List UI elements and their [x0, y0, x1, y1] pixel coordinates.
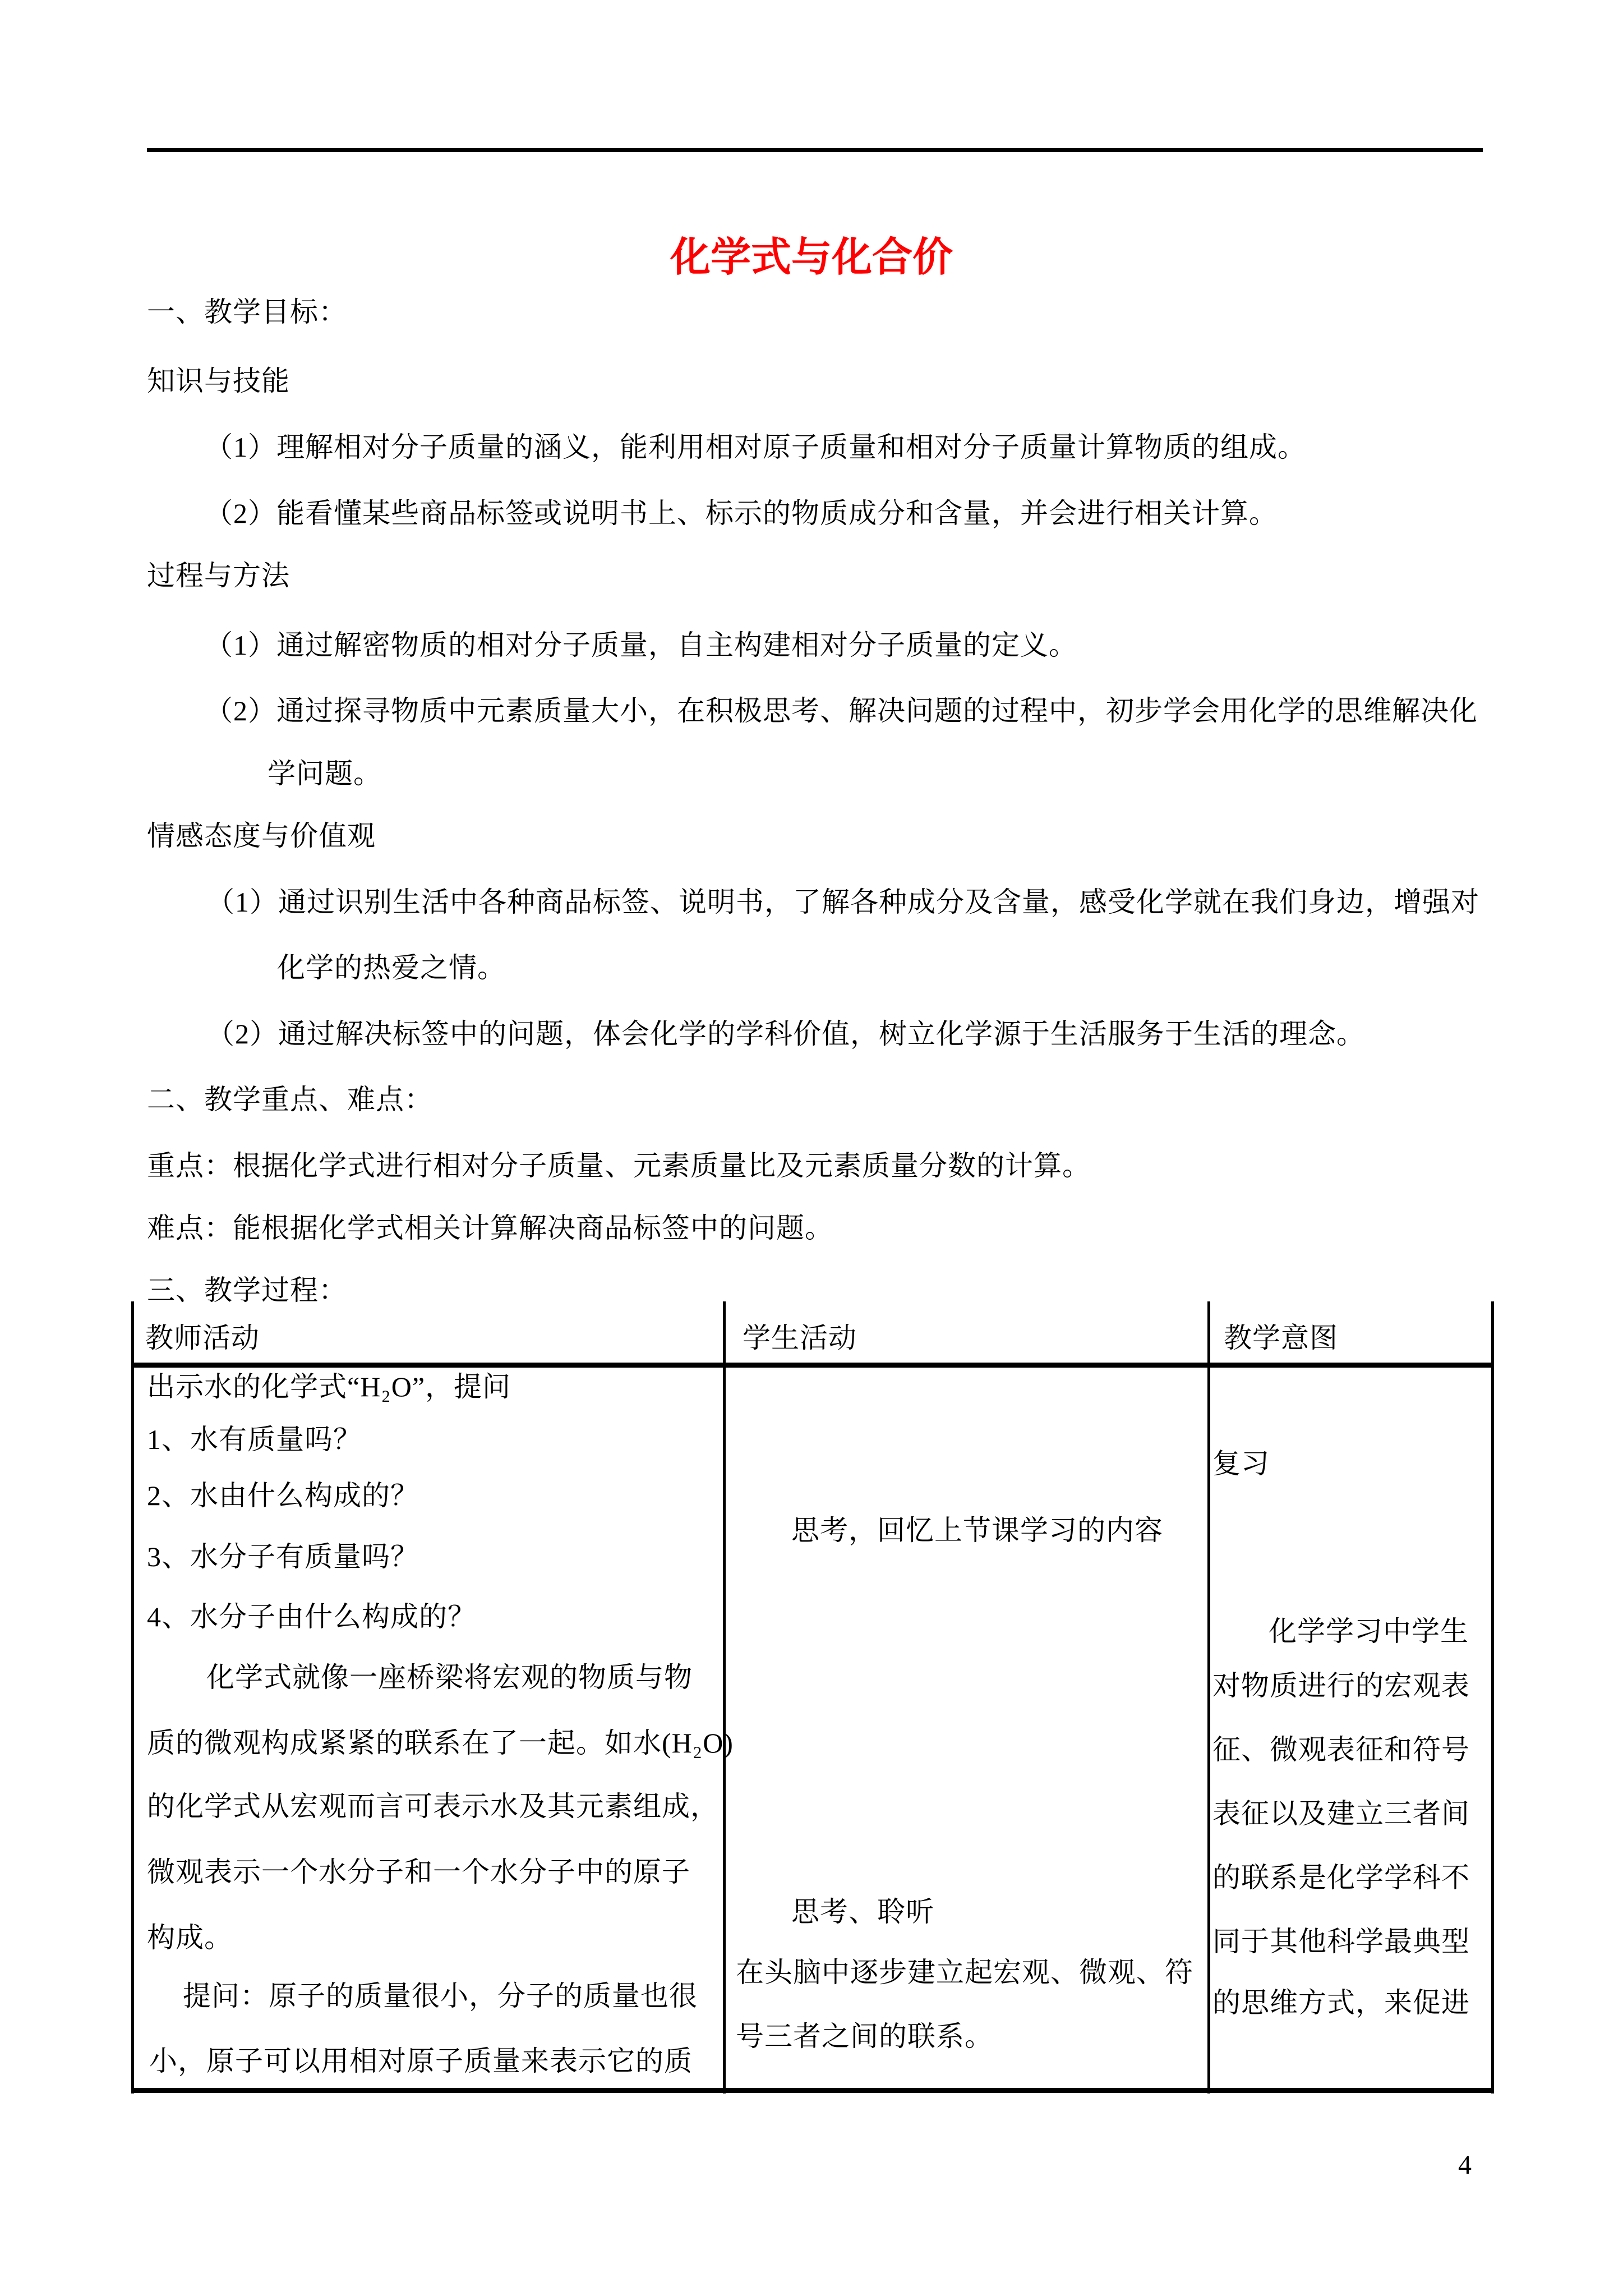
intent-para-line-3: 征、微观表征和符号 — [1212, 1734, 1470, 1765]
teacher-question-2: 2、水由什么构成的？ — [147, 1480, 419, 1511]
table-header-teacher: 教师活动 — [145, 1322, 260, 1354]
emotion-values-heading: 情感态度与价值观 — [147, 820, 376, 852]
teacher-question-3: 3、水分子有质量吗？ — [147, 1541, 419, 1572]
emotion-item-1-cont: 化学的热爱之情。 — [277, 952, 506, 983]
teacher-para-line-5: 构成。 — [147, 1922, 233, 1953]
header-rule — [147, 148, 1483, 152]
knowledge-item-1: （1）理解相对分子质量的涵义，能利用相对原子质量和相对分子质量计算物质的组成。 — [205, 431, 1306, 463]
teacher-intro-line: 出示水的化学式“H₂O”，提问 — [147, 1371, 511, 1402]
student-line-3b: 号三者之间的联系。 — [736, 2021, 993, 2052]
objectives-heading: 一、教学目标： — [147, 296, 347, 328]
process-item-2-cont: 学问题。 — [268, 758, 382, 789]
process-item-1: （1）通过解密物质的相对分子质量，自主构建相对分子质量的定义。 — [205, 629, 1077, 661]
knowledge-skill-heading: 知识与技能 — [147, 365, 290, 397]
intent-para-line-4: 表征以及建立三者间 — [1212, 1798, 1470, 1829]
intent-para-line-1: 化学学习中学生 — [1269, 1616, 1469, 1647]
teacher-para-line-3: 的化学式从宏观而言可表示水及其元素组成， — [147, 1791, 719, 1822]
teacher-para-line-4: 微观表示一个水分子和一个水分子中的原子 — [147, 1856, 690, 1888]
page-number: 4 — [1458, 2150, 1472, 2180]
process-item-2: （2）通过探寻物质中元素质量大小，在积极思考、解决问题的过程中，初步学会用化学的思维解决化 — [205, 695, 1478, 726]
student-line-2: 思考、聆听 — [791, 1896, 934, 1927]
emotion-item-1: （1）通过识别生活中各种商品标签、说明书，了解各种成分及含量，感受化学就在我们身边，增强对 — [206, 886, 1479, 918]
intent-para-line-6: 同于其他科学最典型 — [1212, 1926, 1470, 1957]
table-header-intent: 教学意图 — [1224, 1322, 1338, 1354]
teacher-para-line-1: 化学式就像一座桥梁将宏观的物质与物 — [206, 1662, 693, 1693]
keypoints-heading: 二、教学重点、难点： — [147, 1084, 433, 1115]
emotion-item-2: （2）通过解决标签中的问题，体会化学的学科价值，树立化学源于生活服务于生活的理念。 — [206, 1018, 1365, 1050]
difficult-point-line: 难点：能根据化学式相关计算解决商品标签中的问题。 — [147, 1212, 833, 1244]
teacher-para-line-2: 质的微观构成紧紧的联系在了一起。如水(H₂O) — [147, 1727, 734, 1759]
student-line-3a: 在头脑中逐步建立起宏观、微观、符 — [736, 1957, 1193, 1988]
table-right-border — [1491, 1301, 1494, 2093]
table-divider-1 — [723, 1301, 726, 2093]
process-method-heading: 过程与方法 — [147, 560, 290, 591]
table-bottom-border — [131, 2088, 1494, 2093]
teaching-process-heading: 三、教学过程： — [147, 1274, 347, 1306]
key-point-line: 重点：根据化学式进行相对分子质量、元素质量比及元素质量分数的计算。 — [147, 1150, 1091, 1181]
teacher-question-1: 1、水有质量吗？ — [147, 1424, 362, 1455]
teacher-question-4: 4、水分子由什么构成的？ — [147, 1601, 476, 1632]
intent-para-line-2: 对物质进行的宏观表 — [1212, 1670, 1470, 1701]
page-title: 化学式与化合价 — [670, 233, 953, 280]
intent-para-line-5: 的联系是化学学科不 — [1212, 1862, 1470, 1893]
teacher-ask-line-1: 提问：原子的质量很小，分子的质量也很 — [183, 1980, 698, 2012]
intent-review-line: 复习 — [1212, 1448, 1270, 1479]
teacher-ask-line-2: 小，原子可以用相对原子质量来表示它的质 — [149, 2045, 693, 2077]
student-line-1: 思考，回忆上节课学习的内容 — [791, 1515, 1163, 1546]
table-left-border — [131, 1301, 134, 2093]
table-divider-2 — [1207, 1301, 1210, 2093]
knowledge-item-2: （2）能看懂某些商品标签或说明书上、标示的物质成分和含量，并会进行相关计算。 — [205, 498, 1278, 529]
table-header-student: 学生活动 — [743, 1322, 857, 1354]
intent-para-line-7: 的思维方式，来促进 — [1212, 1987, 1470, 2018]
